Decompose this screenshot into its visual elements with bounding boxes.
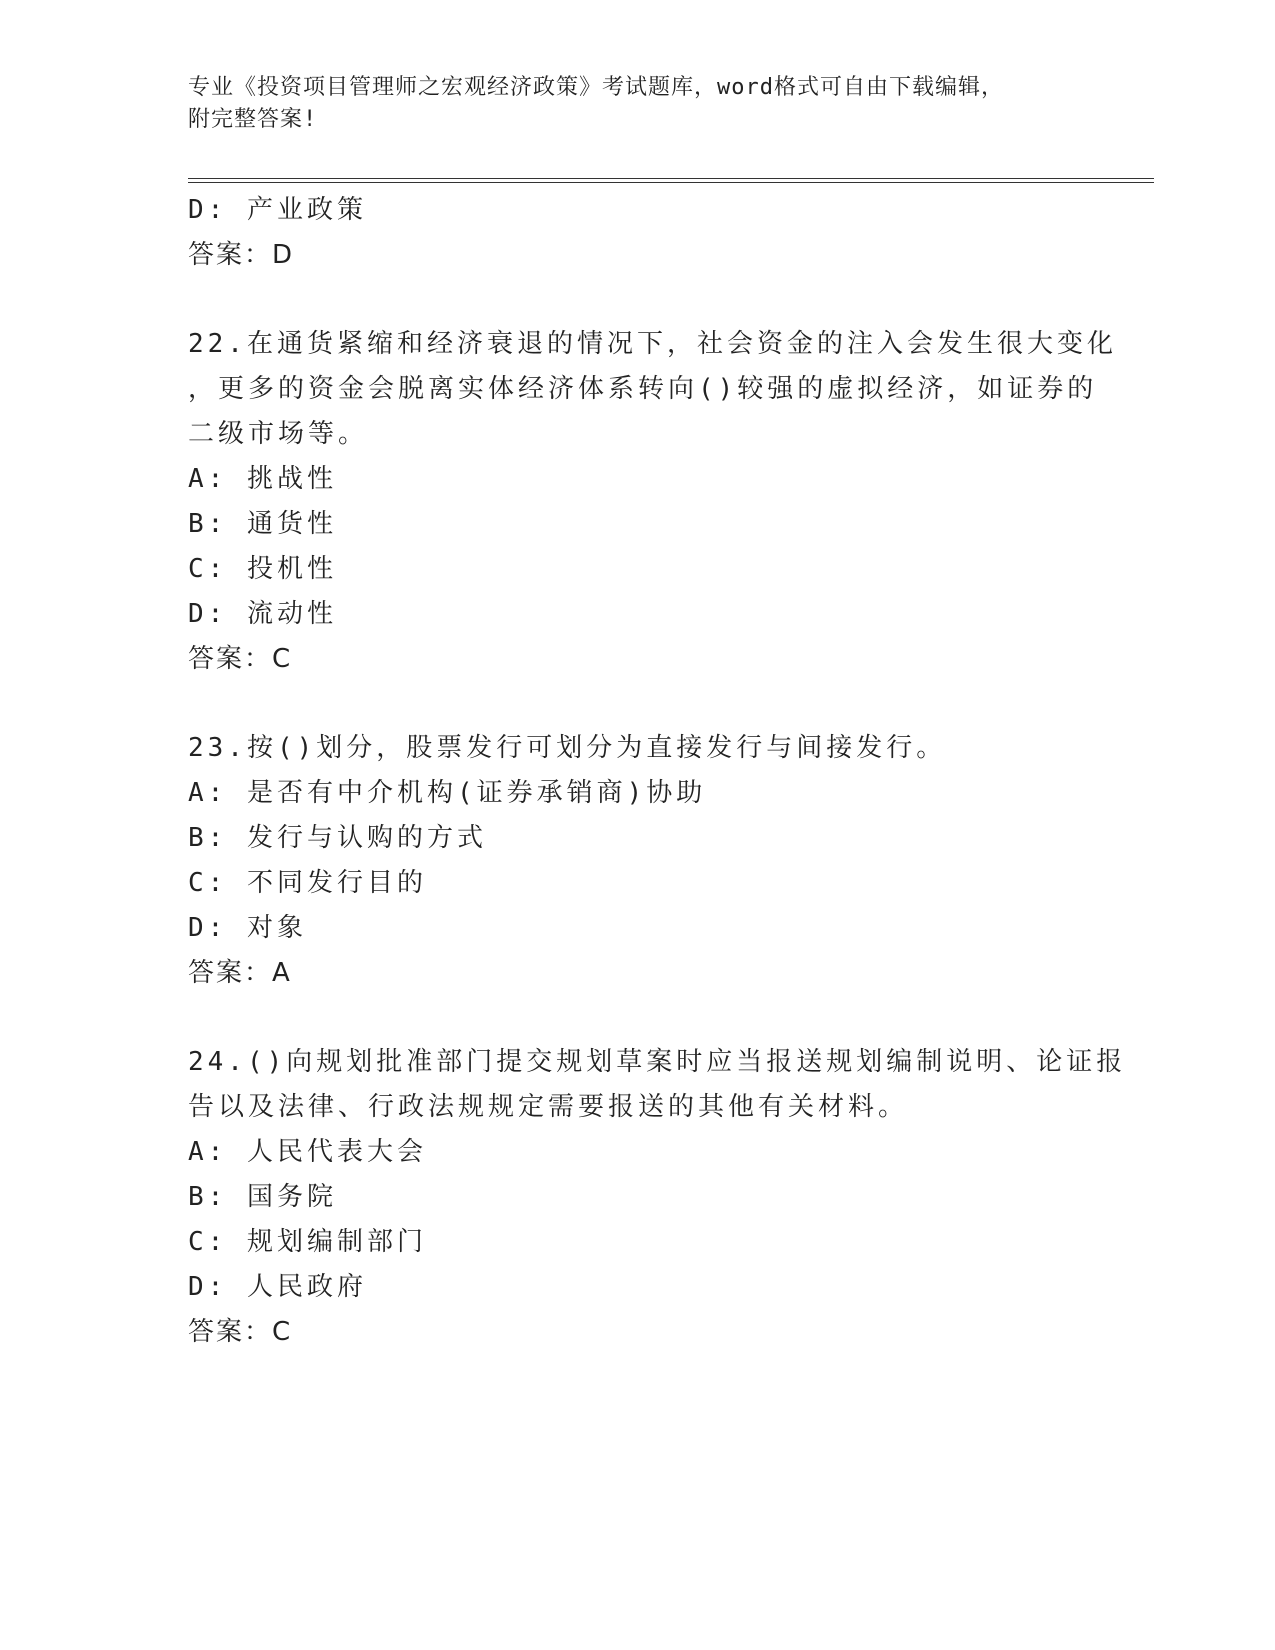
question-stem-line: 告以及法律、行政法规规定需要报送的其他有关材料。 bbox=[188, 1092, 909, 1122]
question-stem-line: ，更多的资金会脱离实体经济体系转向()较强的虚拟经济，如证券的 bbox=[188, 374, 1098, 404]
question-stem-line: 23.按()划分，股票发行可划分为直接发行与间接发行。 bbox=[188, 733, 947, 763]
question-spacer bbox=[188, 278, 1088, 322]
header-divider-top bbox=[188, 178, 1154, 179]
question-23 bbox=[188, 726, 1088, 996]
option-b: B: 通货性 bbox=[188, 509, 337, 539]
question-spacer bbox=[188, 996, 1088, 1040]
answer-label: 答案：C bbox=[188, 1317, 293, 1347]
option-b: B: 国务院 bbox=[188, 1182, 337, 1212]
header-divider-bottom bbox=[188, 182, 1154, 183]
question-stem-line: 22.在通货紧缩和经济衰退的情况下，社会资金的注入会发生很大变化 bbox=[188, 329, 1117, 359]
question-spacer bbox=[188, 682, 1088, 726]
option-d: D: 对象 bbox=[188, 913, 307, 943]
question-22 bbox=[188, 322, 1117, 682]
option-d: D: 流动性 bbox=[188, 599, 337, 629]
header-line-1: 专业《投资项目管理师之宏观经济政策》考试题库，word格式可自由下载编辑， bbox=[188, 75, 1004, 100]
option-d: D: 产业政策 bbox=[188, 195, 367, 225]
option-c: C: 规划编制部门 bbox=[188, 1227, 427, 1257]
option-b: B: 发行与认购的方式 bbox=[188, 823, 487, 853]
question-stem-line: 24.()向规划批准部门提交规划草案时应当报送规划编制说明、论证报 bbox=[188, 1047, 1127, 1077]
option-c: C: 投机性 bbox=[188, 554, 337, 584]
previous-question-tail bbox=[188, 188, 1088, 278]
option-a: A: 挑战性 bbox=[188, 464, 337, 494]
answer-label: 答案：D bbox=[188, 240, 295, 270]
page-header bbox=[188, 72, 1088, 136]
question-24 bbox=[188, 1040, 1127, 1355]
option-a: A: 人民代表大会 bbox=[188, 1137, 427, 1167]
option-a: A: 是否有中介机构(证券承销商)协助 bbox=[188, 778, 707, 808]
option-c: C: 不同发行目的 bbox=[188, 868, 427, 898]
option-d: D: 人民政府 bbox=[188, 1272, 367, 1302]
answer-label: 答案：C bbox=[188, 644, 293, 674]
answer-label: 答案：A bbox=[188, 958, 292, 988]
question-stem-line: 二级市场等。 bbox=[188, 419, 369, 449]
question-content bbox=[188, 188, 1127, 1355]
header-line-2: 附完整答案! bbox=[188, 107, 318, 132]
